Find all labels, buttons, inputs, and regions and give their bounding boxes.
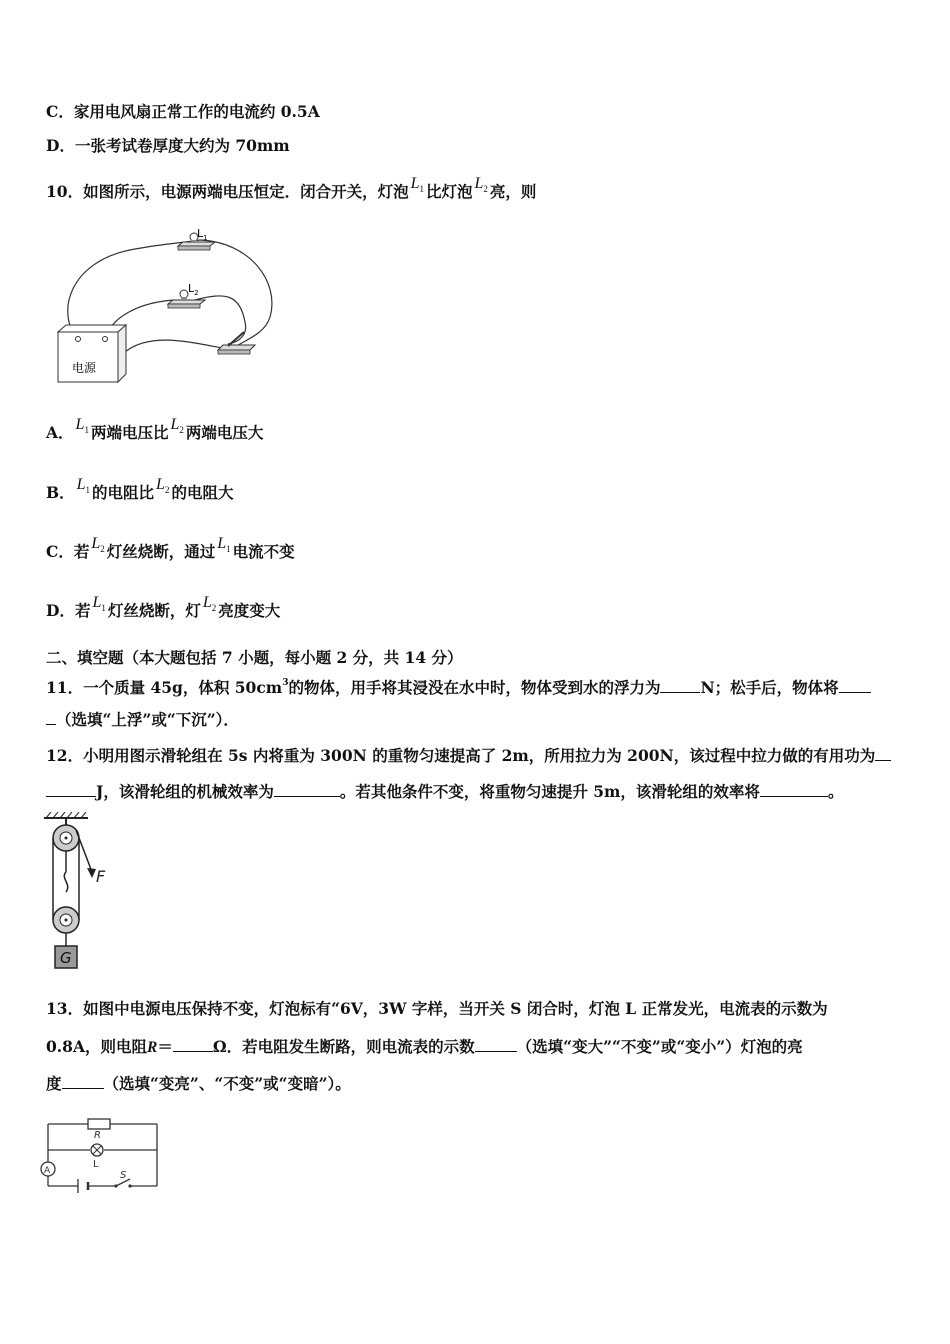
q11-line1: 11．一个质量 45g，体积 $50cm^3$的物体，用手将其浸没在水中时，物体受到水的浮力为 N；松手后，物体将 xyxy=(46,674,871,699)
q10-option-d: D．若 $L_1$ 灯丝烧断，灯 $L_2$ 亮度变大 xyxy=(46,594,281,620)
q11-blank-2[interactable] xyxy=(839,678,871,693)
q10-option-a: A． $L_1$ 两端电压比 $L_2$ 两端电压大 xyxy=(46,416,264,442)
q11-line2: （选填“上浮”或“下沉”）． xyxy=(46,709,239,731)
q13-line1: 13．如图中电源电压保持不变，灯泡标有“6V，3W 字样，当开关 S 闭合时，灯泡 L 正常发光，电流表的示数为 xyxy=(46,999,828,1018)
q11-blank-2-cont[interactable] xyxy=(46,710,56,725)
q13-line2: 0.8A，则电阻R＝ Ω．若电阻发生断路，则电流表的示数 （选填“变大”“不变”或“变小”）灯泡的亮 xyxy=(46,1037,803,1056)
q13-blank-2[interactable] xyxy=(475,1037,517,1052)
q12-blank-2[interactable] xyxy=(274,782,340,797)
q11-blank-1[interactable] xyxy=(660,678,700,693)
section-title-fill-in: 二、填空题（本大题包括 7 小题，每小题 2 分，共 14 分） xyxy=(46,648,463,667)
q10-stem-part2: 比灯泡 xyxy=(425,182,473,201)
q13-circuit-figure xyxy=(40,1112,165,1196)
label-power-source: 电源 xyxy=(72,361,97,375)
label-switch-S: S xyxy=(120,1170,127,1181)
q9-option-d: D．一张考试卷厚度大约为 70mm xyxy=(46,136,290,155)
q13-blank-1[interactable] xyxy=(173,1037,213,1052)
symbol-L2: $L_2$ xyxy=(474,175,488,195)
label-L2: $L_2$ xyxy=(188,282,199,297)
q10-stem-part3: 亮，则 xyxy=(489,182,537,201)
q12-line1: 12．小明用图示滑轮组在 5s 内将重为 300N 的重物匀速提高了 2m，所用拉力为 200N，该过程中拉力做的有用功为 xyxy=(46,745,891,767)
label-resistor-R: R xyxy=(94,1130,101,1141)
symbol-L1: $L_1$ xyxy=(410,175,424,195)
q10-option-c: C．若 $L_2$ 灯丝烧断，通过 $L_1$ 电流不变 xyxy=(46,535,295,561)
q13-line3: 度 （选填“变亮”、“不变”或“变暗”）。 xyxy=(46,1074,351,1093)
q9-option-c: C．家用电风扇正常工作的电流约 0.5A xyxy=(46,102,320,121)
q10-stem-part1: 10．如图所示，电源两端电压恒定．闭合开关，灯泡 xyxy=(46,182,409,201)
q13-blank-3[interactable] xyxy=(62,1074,104,1089)
q12-line2: J，该滑轮组的机械效率为 。若其他条件不变，将重物匀速提升 5m，该滑轮组的效率将 。 xyxy=(46,781,843,803)
q10-stem xyxy=(46,175,537,209)
q12-pulley-figure xyxy=(42,812,122,972)
q10-option-b: B． $L_1$ 的电阻比 $L_2$ 的电阻大 xyxy=(46,476,234,502)
label-ammeter-A: A xyxy=(44,1166,51,1176)
label-lamp-L: L xyxy=(93,1159,99,1170)
q12-blank-1-cont[interactable] xyxy=(46,782,96,797)
label-L1: $L_1$ xyxy=(197,227,208,242)
q12-blank-3[interactable] xyxy=(760,782,828,797)
q10-circuit-figure xyxy=(50,222,290,390)
label-weight-G: G xyxy=(60,949,72,967)
label-force-F: F xyxy=(96,867,106,886)
q12-blank-1[interactable] xyxy=(875,746,891,761)
